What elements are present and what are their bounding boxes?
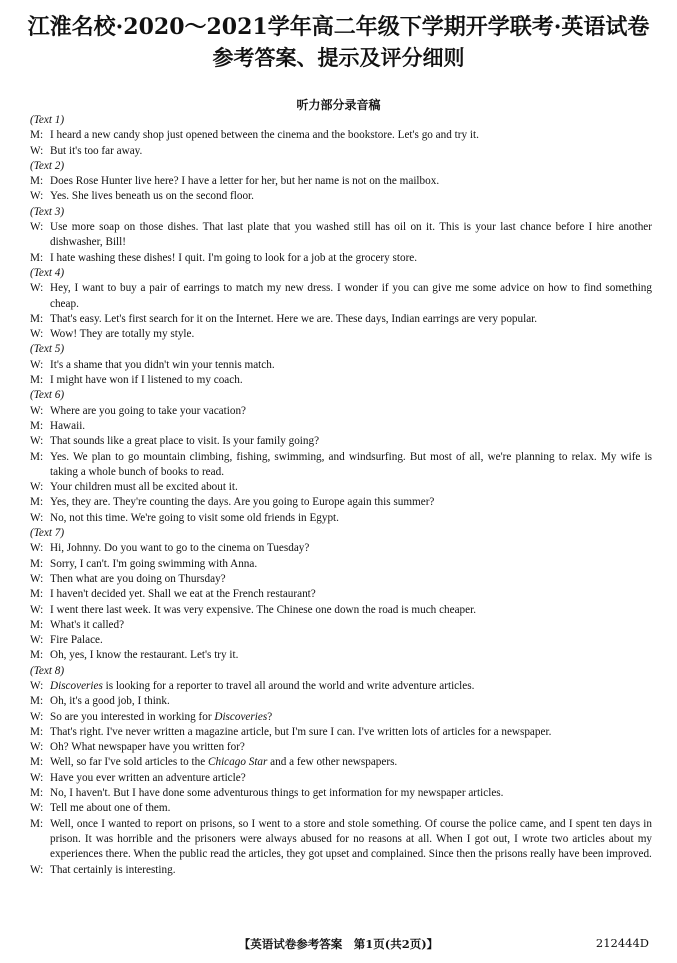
- section-heading: 听力部分录音稿: [296, 98, 381, 112]
- speaker-label: M:: [30, 817, 44, 830]
- speaker-label: W:: [30, 863, 44, 876]
- dialogue-line: [30, 771, 652, 786]
- dialogue-line: [30, 786, 652, 801]
- text-section-label: (Text 6): [30, 389, 65, 402]
- dialogue-line: [30, 373, 652, 388]
- dialogue-text: Oh? What newspaper have you written for?: [50, 741, 245, 754]
- speaker-label: M:: [30, 251, 44, 264]
- dialogue-line: [30, 511, 652, 526]
- speaker-label: M:: [30, 787, 44, 800]
- dialogue-line: [30, 327, 652, 342]
- dialogue-line: [30, 450, 652, 481]
- transcript: [30, 113, 652, 878]
- speaker-label: M:: [30, 588, 44, 601]
- dialogue-text: It's a shame that you didn't win your tennis match.: [50, 358, 275, 371]
- speaker-label: W:: [30, 328, 44, 341]
- dialogue-text: I might have won if I listened to my coach.: [50, 374, 243, 387]
- speaker-label: W:: [30, 435, 44, 448]
- dialogue-text: Yes. She lives beneath us on the second floor.: [50, 190, 254, 203]
- dialogue-text: Use more soap on those dishes. That last plate that you washed still has oil on it. This is your last chance before I hire another dishwasher, Bill!: [50, 221, 652, 249]
- speaker-label: W:: [30, 710, 44, 723]
- dialogue-line: [30, 572, 652, 587]
- speaker-label: M:: [30, 756, 44, 769]
- page-number-label: 【英语试卷参考答案 第1页(共2页)】: [238, 937, 439, 951]
- dialogue-text: Where are you going to take your vacation?: [50, 404, 247, 417]
- speaker-label: M:: [30, 374, 44, 387]
- dialogue-text: That's easy. Let's first search for it on the Internet. Here we are. These days, Indian earrings are very popular.: [50, 312, 538, 325]
- dialogue-line: [30, 740, 652, 755]
- dialogue-line: [30, 358, 652, 373]
- speaker-label: M:: [30, 496, 44, 509]
- dialogue-line: [30, 495, 652, 510]
- dialogue-line: [30, 603, 652, 618]
- dialogue-text: Well, so far I've sold articles to the Chicago Star and a few other newspapers.: [50, 756, 398, 769]
- dialogue-text: No, I haven't. But I have done some adventurous things to get information for my newspaper articles.: [50, 787, 504, 800]
- dialogue-line: [30, 251, 652, 266]
- speaker-label: W:: [30, 481, 44, 494]
- dialogue-text: Discoveries is looking for a reporter to travel all around the world and write adventure articles.: [50, 679, 475, 692]
- dialogue-line: [30, 174, 652, 189]
- dialogue-text: Oh, yes, I know the restaurant. Let's try it.: [50, 649, 239, 662]
- dialogue-text: Oh, it's a good job, I think.: [50, 695, 170, 708]
- text-section-label: (Text 5): [30, 343, 65, 356]
- speaker-label: W:: [30, 572, 44, 585]
- dialogue-text: Hi, Johnny. Do you want to go to the cinema on Tuesday?: [50, 542, 310, 555]
- page-subtitle: 参考答案、提示及评分细则: [212, 45, 465, 70]
- document-code: 212444D: [595, 936, 649, 950]
- dialogue-line: [30, 648, 652, 663]
- speaker-label: W:: [30, 221, 44, 234]
- speaker-label: M:: [30, 175, 44, 188]
- speaker-label: W:: [30, 802, 44, 815]
- speaker-label: W:: [30, 404, 44, 417]
- speaker-label: M:: [30, 312, 44, 325]
- speaker-label: M:: [30, 618, 44, 631]
- speaker-label: W:: [30, 144, 44, 157]
- dialogue-text: Hawaii.: [50, 419, 86, 432]
- speaker-label: M:: [30, 557, 44, 570]
- dialogue-line: [30, 725, 652, 740]
- text-section-label: (Text 2): [30, 159, 65, 172]
- dialogue-text: Wow! They are totally my style.: [50, 328, 195, 341]
- dialogue-text: That sounds like a great place to visit. Is your family going?: [50, 435, 320, 448]
- dialogue-line: [30, 281, 652, 312]
- dialogue-text: Sorry, I can't. I'm going swimming with Anna.: [50, 557, 258, 570]
- dialogue-line: [30, 587, 652, 602]
- text-section-label: (Text 4): [30, 266, 65, 279]
- dialogue-line: [30, 434, 652, 449]
- dialogue-text: I heard a new candy shop just opened between the cinema and the bookstore. Let's go and try it.: [50, 129, 479, 142]
- dialogue-text: Tell me about one of them.: [50, 802, 171, 815]
- page-title: 江淮名校·2020～2021学年高二年级下学期开学联考·英语试卷: [27, 14, 650, 40]
- dialogue-text: That's right. I've never written a magazine article, but I'm sure I can. I've written lots of articles for a newspaper.: [50, 725, 552, 738]
- dialogue-text: Yes. We plan to go mountain climbing, fishing, swimming, and windsurfing. But most of all, we're planning to relax. My wife is taking a whole bunch of books to read.: [50, 450, 652, 478]
- text-section-label: (Text 3): [30, 205, 65, 218]
- speaker-label: M:: [30, 649, 44, 662]
- dialogue-text: Hey, I want to buy a pair of earrings to match my new dress. I wonder if you can give me some advice on how to find something cheap.: [50, 282, 652, 310]
- dialogue-text: Well, once I wanted to report on prisons, so I went to a store and stole something. Of course the police came, and I spent ten days in prison. It was horrible and the prisoners were always abused for no reasons at all. When I got out, I wrote two articles about my experiences there. When the public read the articles, they got upset and complained. Since then the prisons really have been improved.: [50, 817, 652, 861]
- speaker-label: W:: [30, 771, 44, 784]
- dialogue-line: [30, 710, 652, 725]
- dialogue-line: [30, 404, 652, 419]
- dialogue-text: I haven't decided yet. Shall we eat at the French restaurant?: [50, 588, 316, 601]
- dialogue-text: That certainly is interesting.: [50, 863, 176, 876]
- speaker-label: W:: [30, 358, 44, 371]
- dialogue-text: I went there last week. It was very expensive. The Chinese one down the road is much cheaper.: [50, 603, 477, 616]
- dialogue-line: [30, 694, 652, 709]
- speaker-label: W:: [30, 679, 44, 692]
- speaker-label: W:: [30, 282, 44, 295]
- speaker-label: W:: [30, 741, 44, 754]
- dialogue-line: [30, 541, 652, 556]
- speaker-label: M:: [30, 725, 44, 738]
- dialogue-text: So are you interested in working for Discoveries?: [50, 710, 273, 723]
- dialogue-line: [30, 419, 652, 434]
- dialogue-text: What's it called?: [50, 618, 125, 631]
- speaker-label: M:: [30, 695, 44, 708]
- dialogue-line: [30, 557, 652, 572]
- dialogue-line: [30, 801, 652, 816]
- dialogue-line: [30, 144, 652, 159]
- dialogue-line: [30, 220, 652, 251]
- dialogue-line: [30, 128, 652, 143]
- speaker-label: W:: [30, 603, 44, 616]
- dialogue-text: Fire Palace.: [50, 634, 103, 647]
- dialogue-text: Does Rose Hunter live here? I have a letter for her, but her name is not on the mailbox.: [50, 175, 440, 188]
- dialogue-text: I hate washing these dishes! I quit. I'm going to look for a job at the grocery store.: [50, 251, 418, 264]
- text-section-label: (Text 1): [30, 114, 65, 126]
- speaker-label: M:: [30, 419, 44, 432]
- speaker-label: W:: [30, 542, 44, 555]
- dialogue-line: [30, 633, 652, 648]
- speaker-label: W:: [30, 634, 44, 647]
- dialogue-line: [30, 189, 652, 204]
- speaker-label: M:: [30, 450, 44, 463]
- dialogue-line: [30, 755, 652, 770]
- dialogue-line: [30, 312, 652, 327]
- dialogue-text: Your children must all be excited about it.: [50, 481, 238, 494]
- dialogue-line: [30, 679, 652, 694]
- dialogue-text: Yes, they are. They're counting the days. Are you going to Europe again this summer?: [50, 496, 435, 509]
- dialogue-line: [30, 863, 652, 878]
- text-section-label: (Text 7): [30, 527, 65, 540]
- speaker-label: W:: [30, 511, 44, 524]
- text-section-label: (Text 8): [30, 664, 65, 677]
- dialogue-text: But it's too far away.: [50, 144, 143, 157]
- speaker-label: M:: [30, 129, 44, 142]
- dialogue-line: [30, 618, 652, 633]
- dialogue-text: Have you ever written an adventure article?: [50, 771, 246, 784]
- dialogue-text: No, not this time. We're going to visit some old friends in Egypt.: [50, 511, 339, 524]
- speaker-label: W:: [30, 190, 44, 203]
- dialogue-line: [30, 817, 652, 863]
- dialogue-text: Then what are you doing on Thursday?: [50, 572, 226, 585]
- dialogue-line: [30, 480, 652, 495]
